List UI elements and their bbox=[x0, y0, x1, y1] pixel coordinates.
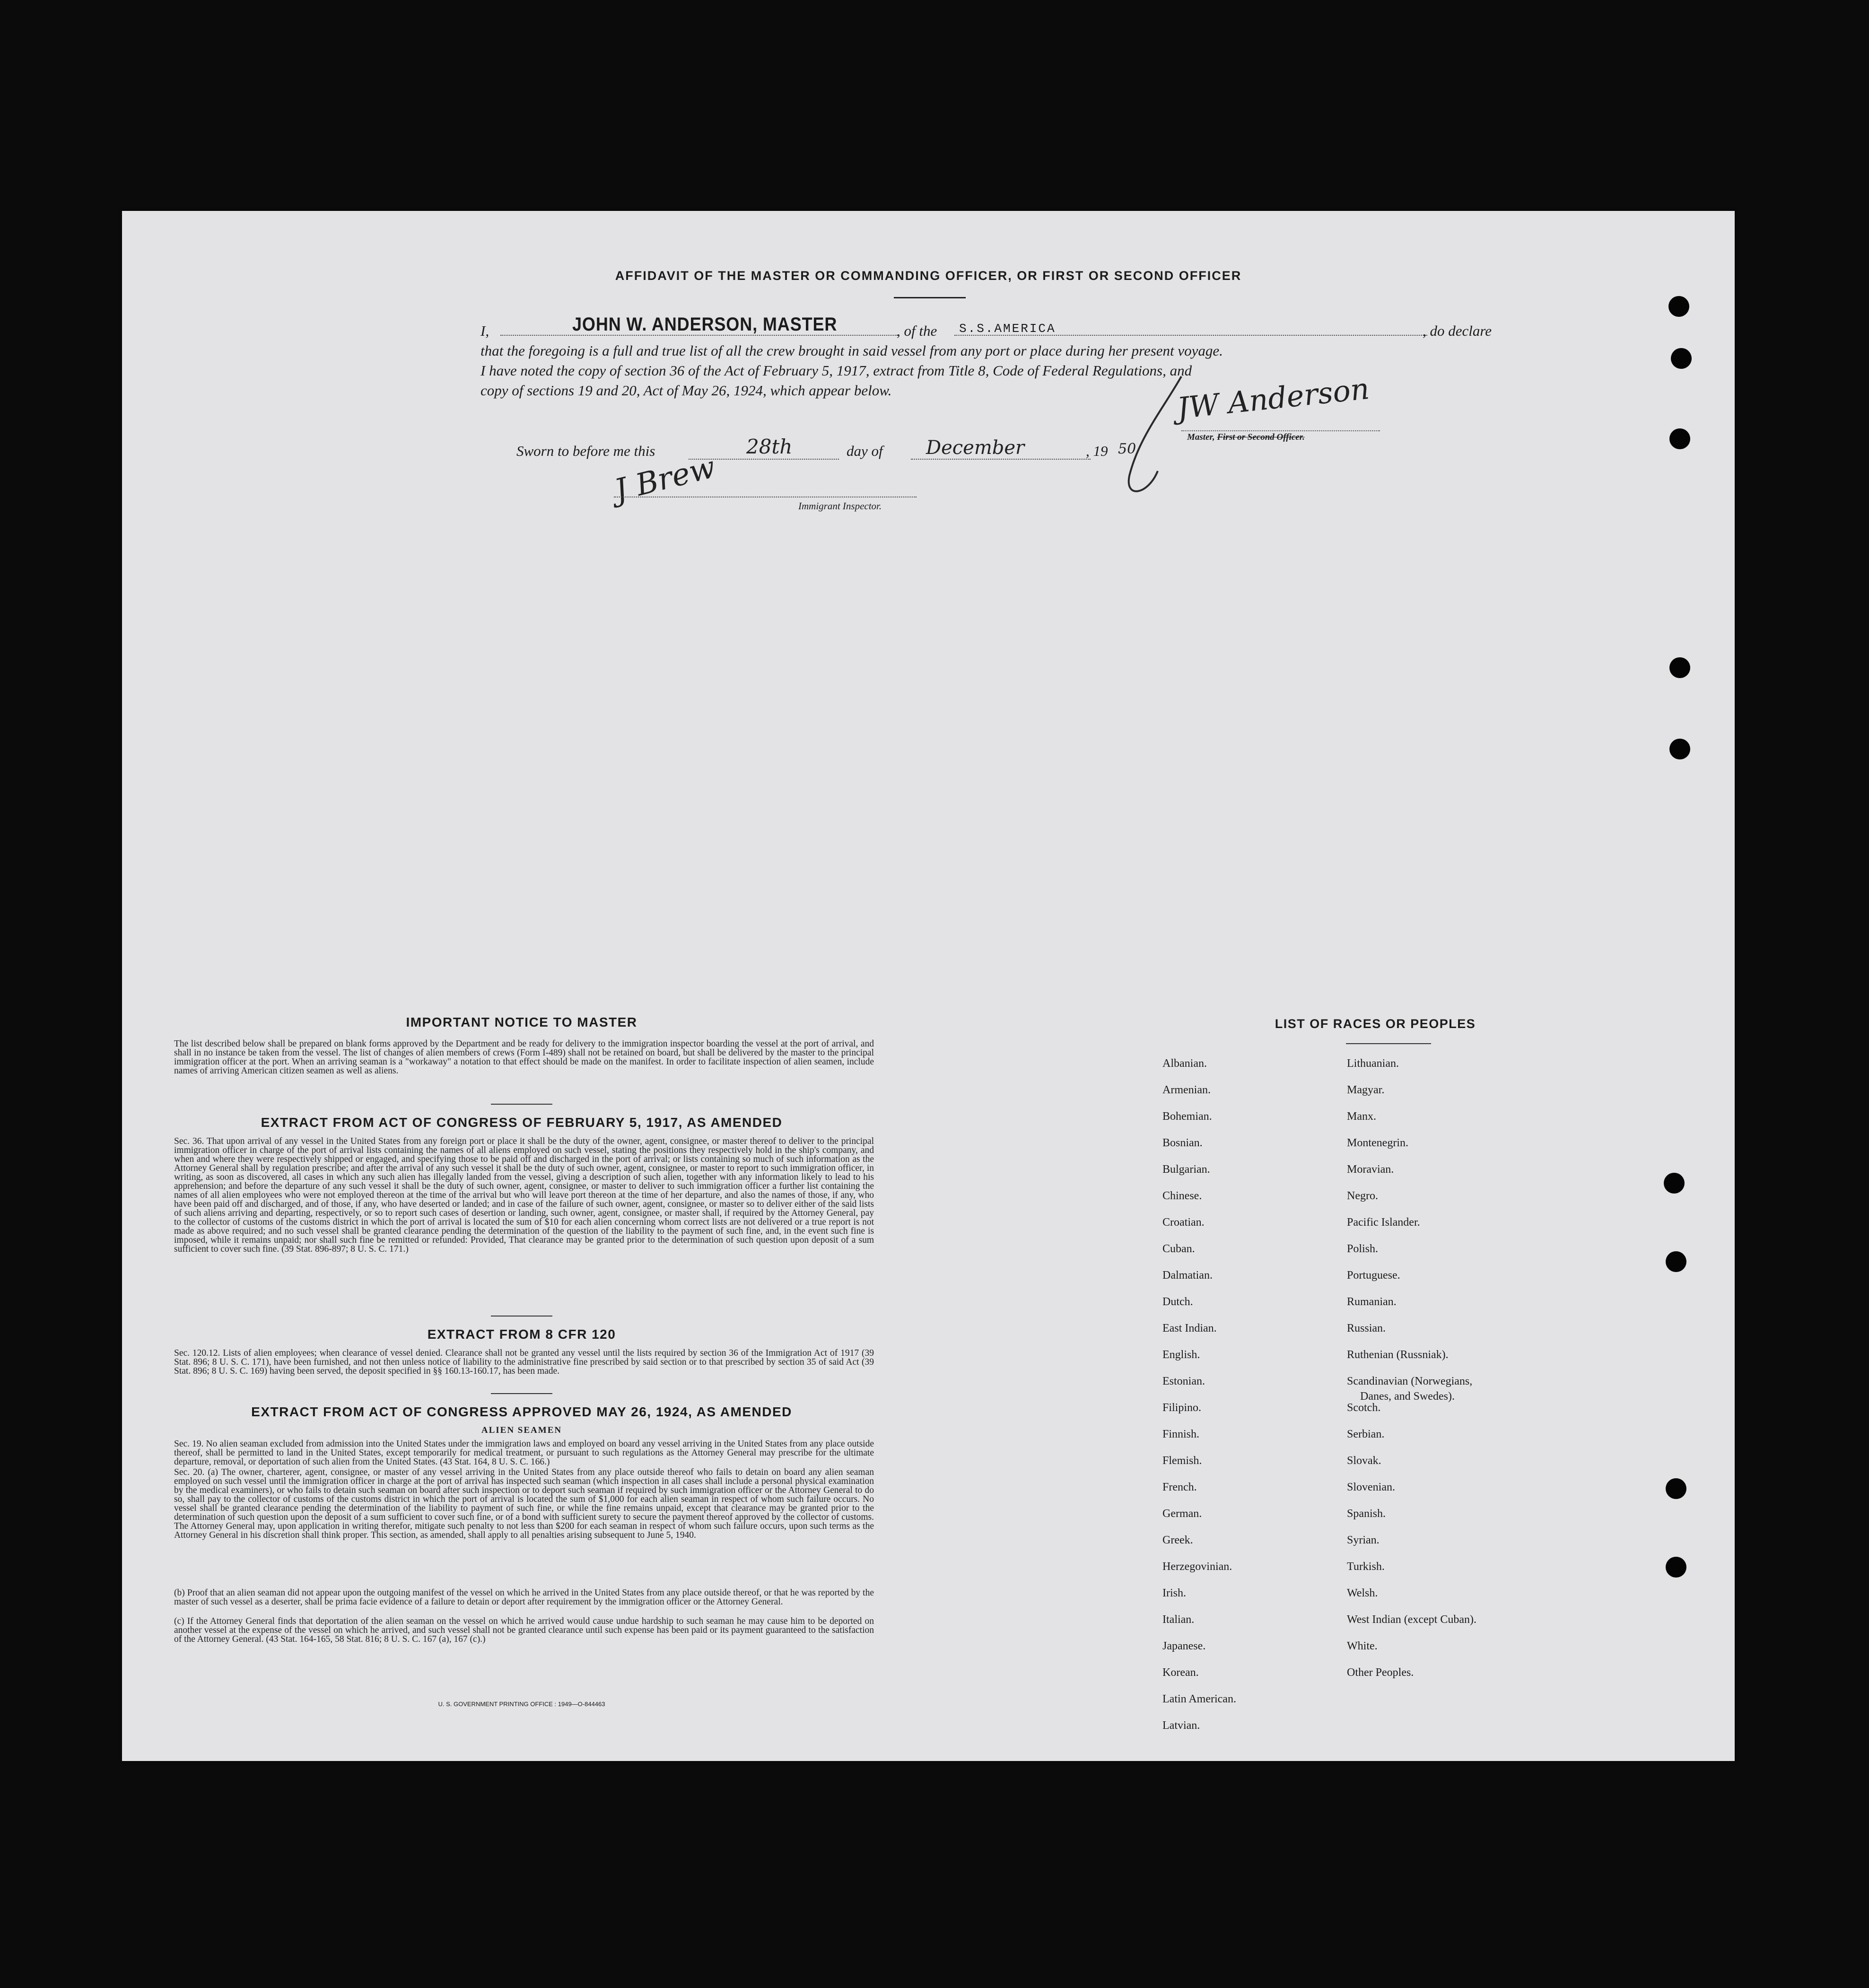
race-item: Serbian. bbox=[1347, 1428, 1385, 1440]
race-item: Slovenian. bbox=[1347, 1481, 1395, 1493]
race-item: Magyar. bbox=[1347, 1084, 1385, 1096]
declaration-line: that the foregoing is a full and true list of all the crew brought in said vessel from any port or place during her present voyage. bbox=[480, 342, 1223, 359]
month-blank bbox=[911, 459, 1091, 460]
extract-1924-heading: EXTRACT FROM ACT OF CONGRESS APPROVED MAY 26, 1924, AS AMENDED bbox=[251, 1404, 792, 1419]
race-item: Slovak. bbox=[1347, 1455, 1381, 1467]
race-item: Dutch. bbox=[1162, 1296, 1193, 1308]
master-caption-label: Master, bbox=[1187, 432, 1215, 442]
race-item: Welsh. bbox=[1347, 1587, 1378, 1599]
punch-hole bbox=[1668, 296, 1689, 317]
race-item: Spanish. bbox=[1347, 1508, 1386, 1520]
section-divider bbox=[491, 1393, 552, 1394]
sworn-month: December bbox=[926, 437, 1025, 459]
punch-hole bbox=[1669, 657, 1690, 678]
master-signature: JW Anderson bbox=[1175, 371, 1371, 426]
section-divider bbox=[491, 1316, 552, 1317]
inspector-signature: J Brew bbox=[611, 449, 719, 509]
race-item: English. bbox=[1162, 1349, 1200, 1361]
sworn-year: 50 bbox=[1118, 441, 1136, 457]
race-item: White. bbox=[1347, 1640, 1378, 1652]
declaration-line: I have noted the copy of section 36 of the Act of February 5, 1917, extract from Title 8, Code of Federal Regulations, and bbox=[480, 362, 1192, 379]
notice-body: The list described below shall be prepared on blank forms approved by the Department and be ready for delivery to the immigration inspector boarding the vessel at the port of arrival, and shall in no instance be taken from the vessel. The list of changes of alien members of crews (Form I-489) shall not be retained on board, but shall be delivered by the master to the principal immigration officer at the port. When an arriving seaman is a "workaway" a notation to that effect should be made on the manifest. In order to facilitate inspection of alien seamen, include names of arriving American citizen seamen as well as aliens. bbox=[174, 1039, 874, 1076]
ship-name: S.S.AMERICA bbox=[959, 322, 1056, 336]
race-item: Latvian. bbox=[1162, 1719, 1200, 1732]
year-prefix: , 19 bbox=[1086, 443, 1108, 459]
race-item: Chinese. bbox=[1162, 1190, 1202, 1202]
printing-office-footer: U. S. GOVERNMENT PRINTING OFFICE : 1949—O-844463 bbox=[438, 1700, 605, 1708]
section-19-text: Sec. 19. No alien seaman excluded from admission into the United States under the immigration laws and employed on board any vessel arriving in the United States from any place outside thereof, shall be permitted to land in the United States, except temporarily for medical treatment, or pursuant to such regulations as the Attorney General may prescribe for the ultimate departure, removal, or deportation of such alien from the United States. (43 Stat. 164, 8 U. S. C. 166.) bbox=[174, 1439, 874, 1467]
race-item: Flemish. bbox=[1162, 1455, 1202, 1467]
race-item: Polish. bbox=[1347, 1243, 1379, 1255]
race-item: German. bbox=[1162, 1508, 1202, 1520]
inspector-caption: Immigrant Inspector. bbox=[798, 500, 882, 512]
race-item: Italian. bbox=[1162, 1613, 1195, 1626]
punch-hole bbox=[1671, 348, 1692, 369]
race-item: Finnish. bbox=[1162, 1428, 1200, 1440]
section-20a-text: Sec. 20. (a) The owner, charterer, agent, consignee, or master of any vessel arriving in the United States from any place outside thereof who fails to detain on board any alien seaman employed on such vessel until the immigration officer in charge at the port of arrival has inspected such seaman (which inspection in all cases shall include a personal physical examination by the medical examiners), or who fails to detain such seaman on board after such inspection or to deport such seaman if required by such immigration officer or the Attorney General to do so, shall pay to the collector of customs of the customs district in which the port of arrival is located the sum of $1,000 for each alien seaman in respect of whom such failure occurs. No vessel shall be granted clearance pending the determination of the liability to payment of such fine, or while the fine remains unpaid, except that clearance may be granted prior to the determination of such question upon the deposit of a sum sufficient to cover such fine, or of a bond with sufficient surety to secure the payment thereof approved by the collector of customs. The Attorney General may, upon application in writing therefor, mitigate such penalty to not less than $200 for each seaman in respect of whom such failure occurs, upon such terms as the Attorney General in his discretion shall think proper. This section, as amended, shall apply to all penalties arising subsequent to June 5, 1940. bbox=[174, 1467, 874, 1540]
races-column-1 bbox=[1162, 1057, 1342, 1732]
race-item: Syrian. bbox=[1347, 1534, 1380, 1546]
punch-hole bbox=[1666, 1478, 1686, 1499]
master-caption bbox=[1187, 432, 1305, 443]
extract-1917-body: Sec. 36. That upon arrival of any vessel in the United States from any foreign port or place it shall be the duty of the owner, agent, consignee, or master thereof to deliver to the principal immigration officer in charge of the port of arrival lists containing the names of all aliens employed on such vessel, stating the positions they respectively hold in the ship's company, and when and where they were respectively shipped or engaged, and specifying those to be paid off and discharged in the port of arrival; or lists containing so much of such information as the Attorney General shall by regulation prescribe; and after the arrival of any such vessel it shall be the duty of such owner, agent, consignee, or master to report to such immigration officer, in writing, as soon as discovered, all cases in which any such alien has illegally landed from the vessel, giving a description of such alien, together with any information likely to lead to his apprehension; and before the departure of any such vessel it shall be the duty of such owner, agent, consignee, or master to deliver to such immigration officer a further list containing the names of all alien employees who were not employed thereon at the time of the arrival but who will leave port thereon at the time of her departure, and also the names of those, if any, who have been paid off and discharged, and of those, if any, who have deserted or landed; and in case of the failure of such owner, agent, consignee, or master so to deliver either of the said lists of such aliens arriving and departing, respectively, or so to report such cases of desertion or landing, such owner, agent, consignee, or master shall, if required by the Attorney General, pay to the collector of customs of the customs district in which the port of arrival is located the sum of $10 for each alien concerning whom correct lists are not delivered or a true report is not made as above required; and no such vessel shall be granted clearance pending the determination of the question of the liability to the payment of such fine, and, in the event such fine is imposed, while it remains unpaid; nor shall such fine be remitted or refunded: Provided, That clearance may be granted prior to the determination of such question upon deposit of a sum sufficient to cover such fine. (39 Stat. 896-897; 8 U. S. C. 171.) bbox=[174, 1136, 874, 1254]
section-20b-text: (b) Proof that an alien seaman did not appear upon the outgoing manifest of the vessel on which he arrived in the United States from any place outside thereof, or that he was reported by the master of such vessel as a deserter, shall be prima facie evidence of a failure to detain or deport after requirement by the immigration officer or the Attorney General. bbox=[174, 1588, 874, 1607]
sworn-day: 28th bbox=[746, 435, 793, 458]
race-item: Manx. bbox=[1347, 1110, 1376, 1123]
race-item: Montenegrin. bbox=[1347, 1137, 1408, 1149]
sworn-label: Sworn to before me this bbox=[516, 443, 655, 459]
races-column-2 bbox=[1347, 1057, 1602, 1729]
race-item: Russian. bbox=[1347, 1322, 1386, 1334]
race-item: Korean. bbox=[1162, 1666, 1199, 1679]
notice-heading: IMPORTANT NOTICE TO MASTER bbox=[406, 1015, 638, 1029]
race-item: Turkish. bbox=[1347, 1561, 1385, 1573]
punch-hole bbox=[1669, 739, 1690, 759]
race-item: Rumanian. bbox=[1347, 1296, 1397, 1308]
race-item: Irish. bbox=[1162, 1587, 1186, 1599]
race-item: Armenian. bbox=[1162, 1084, 1211, 1096]
do-declare-label: , do declare bbox=[1423, 323, 1492, 339]
declaration-line: copy of sections 19 and 20, Act of May 26, 1924, which appear below. bbox=[480, 382, 892, 399]
race-item: Negro. bbox=[1347, 1190, 1378, 1202]
extract-1917-heading: EXTRACT FROM ACT OF CONGRESS OF FEBRUARY 5, 1917, AS AMENDED bbox=[261, 1115, 783, 1130]
races-heading: LIST OF RACES OR PEOPLES bbox=[1275, 1017, 1476, 1031]
race-item: Lithuanian. bbox=[1347, 1057, 1399, 1070]
alien-seamen-subheading: ALIEN SEAMEN bbox=[481, 1425, 562, 1435]
struck-officer-label: First or Second Officer. bbox=[1217, 432, 1305, 442]
race-item: Albanian. bbox=[1162, 1057, 1207, 1070]
race-item: Cuban. bbox=[1162, 1243, 1195, 1255]
of-the-label: , of the bbox=[897, 323, 937, 339]
punch-hole bbox=[1666, 1557, 1686, 1578]
section-20c-text: (c) If the Attorney General finds that deportation of the alien seaman on the vessel on which he arrived would cause undue hardship to such seaman he may cause him to be deported on another vessel at the expense of the vessel on which he arrived, and such vessel shall not be granted clearance until such expense has been paid or its payment guaranteed to the satisfaction of the Attorney General. (43 Stat. 164-165, 58 Stat. 816; 8 U. S. C. 167 (a), 167 (c).) bbox=[174, 1616, 874, 1644]
punch-hole bbox=[1664, 1173, 1685, 1194]
race-item: Scandinavian (Norwegians, bbox=[1347, 1375, 1473, 1387]
race-item: Croatian. bbox=[1162, 1216, 1205, 1229]
race-item: Filipino. bbox=[1162, 1402, 1202, 1414]
affidavit-title: AFFIDAVIT OF THE MASTER OR COMMANDING OFFICER, OR FIRST OR SECOND OFFICER bbox=[615, 269, 1242, 283]
race-item: Pacific Islander. bbox=[1347, 1216, 1420, 1229]
signature-line bbox=[1181, 430, 1380, 431]
race-item: Bohemian. bbox=[1162, 1110, 1212, 1123]
race-item: Portuguese. bbox=[1347, 1269, 1400, 1282]
race-item: Greek. bbox=[1162, 1534, 1193, 1546]
race-item: Danes, and Swedes). bbox=[1360, 1390, 1455, 1403]
section-divider bbox=[491, 1104, 552, 1105]
race-item: Ruthenian (Russniak). bbox=[1347, 1349, 1449, 1361]
master-name: JOHN W. ANDERSON, MASTER bbox=[572, 314, 838, 335]
race-item: Other Peoples. bbox=[1347, 1666, 1414, 1679]
races-divider bbox=[1346, 1043, 1431, 1044]
race-item: French. bbox=[1162, 1481, 1197, 1493]
declaration-prefix: I, bbox=[480, 323, 489, 339]
punch-hole bbox=[1666, 1251, 1686, 1272]
race-item: Herzegovinian. bbox=[1162, 1561, 1232, 1573]
race-item: West Indian (except Cuban). bbox=[1347, 1613, 1476, 1626]
cfr-heading: EXTRACT FROM 8 CFR 120 bbox=[427, 1327, 616, 1342]
race-item: Estonian. bbox=[1162, 1375, 1205, 1387]
punch-hole bbox=[1669, 428, 1690, 449]
cfr-body: Sec. 120.12. Lists of alien employees; when clearance of vessel denied. Clearance shall not be granted any vessel until the lists required by section 36 of the Immigration Act of 1917 (39 Stat. 896; 8 U. S. C. 171), have been furnished, and not then unless notice of liability to the administrative fine prescribed by said section or to that prescribed by section 35 of said Act (39 Stat. 896; 8 U. S. C. 169) having been served, the deposit specified in §§ 160.13-160.17, has been made. bbox=[174, 1348, 874, 1376]
race-item: Japanese. bbox=[1162, 1640, 1206, 1652]
race-item: Dalmatian. bbox=[1162, 1269, 1213, 1282]
race-item: Scotch. bbox=[1347, 1402, 1381, 1414]
race-item: Bosnian. bbox=[1162, 1137, 1203, 1149]
race-item: Moravian. bbox=[1347, 1163, 1394, 1176]
race-item: East Indian. bbox=[1162, 1322, 1217, 1334]
race-item: Bulgarian. bbox=[1162, 1163, 1210, 1176]
day-of-label: day of bbox=[847, 443, 883, 459]
title-rule bbox=[894, 297, 966, 298]
document-page bbox=[122, 211, 1735, 1761]
race-item: Latin American. bbox=[1162, 1693, 1236, 1705]
